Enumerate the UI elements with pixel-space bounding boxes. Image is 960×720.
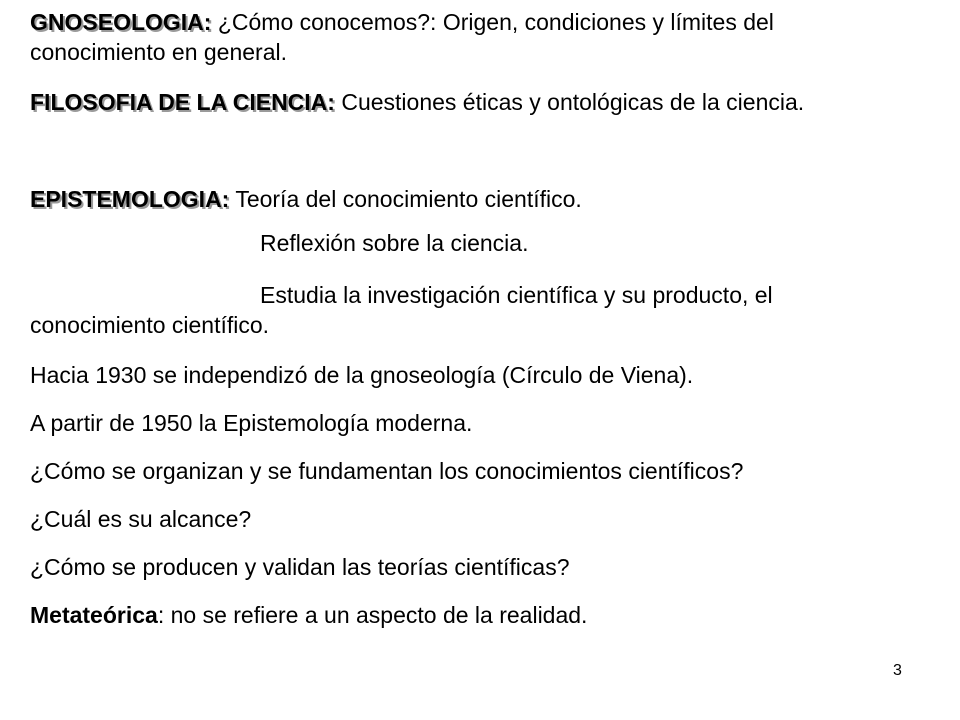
epistemologia-paragraph bbox=[30, 184, 582, 214]
gnoseologia-paragraph bbox=[30, 7, 910, 67]
epistemologia-term: EPISTEMOLOGIA: bbox=[30, 186, 230, 212]
question-producen-line: ¿Cómo se producen y validan las teorías científicas? bbox=[30, 554, 570, 580]
epistemologia-line3 bbox=[30, 280, 910, 340]
epistemologia-line2 bbox=[30, 228, 528, 258]
filosofia-text: Cuestiones éticas y ontológicas de la ciencia. bbox=[334, 89, 805, 115]
filosofia-term: FILOSOFIA DE LA CIENCIA: bbox=[30, 89, 335, 115]
metateorica-term: Metateórica bbox=[30, 602, 158, 628]
epistemologia-line3-text: Estudia la investigación científica y su producto, el conocimiento científico. bbox=[30, 282, 773, 338]
a-partir-1950-line: A partir de 1950 la Epistemología moderna. bbox=[30, 410, 473, 436]
hacia-1930-line: Hacia 1930 se independizó de la gnoseología (Círculo de Viena). bbox=[30, 362, 694, 388]
metateorica-text: : no se refiere a un aspecto de la realidad. bbox=[157, 602, 588, 628]
gnoseologia-text: ¿Cómo conocemos?: Origen, condiciones y límites del conocimiento en general. bbox=[30, 9, 774, 65]
epistemologia-text: Teoría del conocimiento científico. bbox=[229, 186, 582, 212]
epistemologia-line2-text: Reflexión sobre la ciencia. bbox=[260, 230, 529, 256]
filosofia-paragraph bbox=[30, 87, 804, 117]
page-number: 3 bbox=[893, 662, 902, 679]
question-alcance-line: ¿Cuál es su alcance? bbox=[30, 506, 252, 532]
metateorica-paragraph bbox=[30, 600, 587, 630]
gnoseologia-term: GNOSEOLOGIA: bbox=[30, 9, 212, 35]
question-organizan-line: ¿Cómo se organizan y se fundamentan los conocimientos científicos? bbox=[30, 458, 744, 484]
